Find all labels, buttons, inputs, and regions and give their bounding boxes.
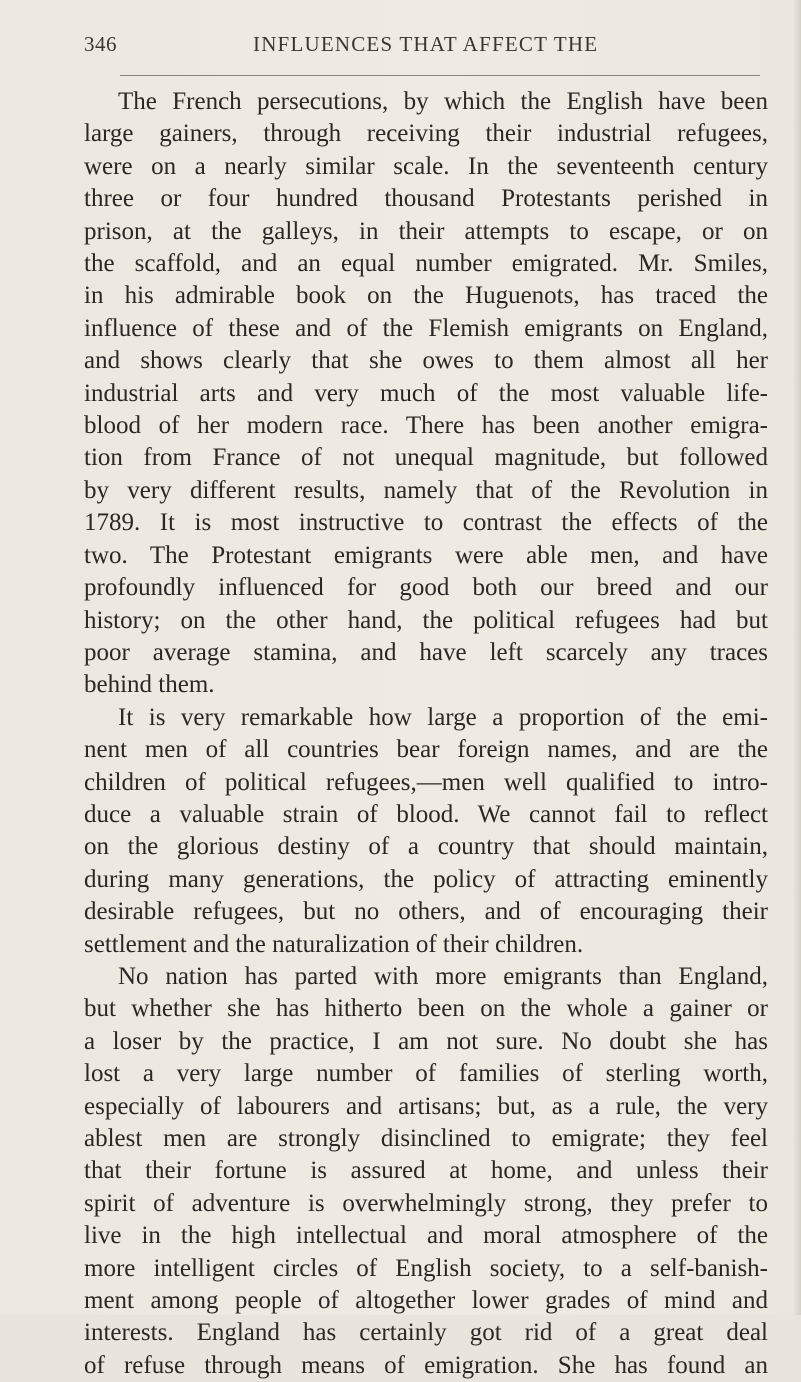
text-line: on the glorious destiny of a country that should maintain, bbox=[84, 833, 768, 861]
text-line: in his admirable book on the Huguenots, has traced the bbox=[84, 282, 768, 310]
text-line: interests. England has certainly got rid of a great deal bbox=[84, 1319, 768, 1347]
text-line: The French persecutions, by which the English have been bbox=[118, 88, 768, 115]
text-line: No nation has parted with more emigrants than England, bbox=[118, 962, 768, 990]
header-rule bbox=[120, 75, 760, 76]
text-line: desirable refugees, but no others, and of encouraging their bbox=[84, 898, 768, 926]
body-text bbox=[84, 86, 768, 1382]
text-line: duce a valuable strain of blood. We cannot fail to reflect bbox=[84, 800, 768, 828]
text-line: large gainers, through receiving their industrial refugees, bbox=[84, 120, 768, 148]
text-line: blood of her modern race. There has been another emigra- bbox=[84, 412, 768, 440]
text-line: profoundly influenced for good both our breed and our bbox=[84, 574, 768, 602]
text-line: It is very remarkable how large a proportion of the emi- bbox=[118, 703, 768, 731]
text-line: influence of these and of the Flemish emigrants on England, bbox=[84, 314, 768, 342]
text-line: two. The Protestant emigrants were able men, and have bbox=[84, 541, 768, 569]
text-line: poor average stamina, and have left scarcely any traces bbox=[84, 638, 768, 666]
text-line: live in the high intellectual and moral atmosphere of the bbox=[84, 1222, 768, 1250]
text-line: the scaffold, and an equal number emigrated. Mr. Smiles, bbox=[84, 250, 768, 278]
text-line: three or four hundred thousand Protestants perished in bbox=[84, 185, 768, 213]
text-line: more intelligent circles of English society, to a self-banish- bbox=[84, 1254, 768, 1282]
text-line: nent men of all countries bear foreign names, and are the bbox=[84, 736, 768, 764]
paragraph-1 bbox=[84, 86, 768, 702]
text-line: by very different results, namely that of the Revolution in bbox=[84, 476, 768, 504]
text-line: spirit of adventure is overwhelmingly strong, they prefer to bbox=[84, 1189, 768, 1217]
text-line: ablest men are strongly disinclined to emigrate; they feel bbox=[84, 1125, 768, 1152]
text-line: a loser by the practice, I am not sure. No doubt she has bbox=[84, 1027, 768, 1055]
text-line: settlement and the naturalization of their children. bbox=[84, 930, 584, 958]
text-line: especially of labourers and artisans; but, as a rule, the very bbox=[84, 1092, 768, 1120]
text-line: industrial arts and very much of the most valuable life- bbox=[84, 379, 768, 407]
text-line: were on a nearly similar scale. In the seventeenth century bbox=[84, 152, 768, 180]
paragraph-3 bbox=[84, 961, 768, 1382]
text-line: and shows clearly that she owes to them almost all her bbox=[84, 347, 768, 375]
text-line: 1789. It is most instructive to contrast the effects of the bbox=[84, 509, 768, 537]
text-line: lost a very large number of families of sterling worth, bbox=[84, 1060, 768, 1088]
page-number: 346 bbox=[84, 32, 117, 56]
text-line: ment among people of altogether lower grades of mind and bbox=[84, 1287, 768, 1315]
text-line: during many generations, the policy of attracting eminently bbox=[84, 865, 768, 893]
text-line: children of political refugees,—men well qualified to intro- bbox=[84, 768, 768, 796]
text-line: prison, at the galleys, in their attempts to escape, or on bbox=[84, 217, 768, 245]
paragraph-2 bbox=[84, 702, 768, 961]
page-edge-shadow bbox=[793, 0, 801, 1315]
text-line: behind them. bbox=[84, 671, 215, 699]
text-line: history; on the other hand, the political refugees had but bbox=[84, 606, 768, 634]
running-header bbox=[84, 32, 762, 62]
text-line: tion from France of not unequal magnitude, but followed bbox=[84, 444, 768, 472]
text-line: of refuse through means of emigration. She has found an bbox=[84, 1351, 768, 1379]
text-line: that their fortune is assured at home, and unless their bbox=[84, 1157, 768, 1185]
text-line: but whether she has hitherto been on the whole a gainer or bbox=[84, 995, 768, 1023]
running-title: INFLUENCES THAT AFFECT THE bbox=[253, 32, 599, 56]
